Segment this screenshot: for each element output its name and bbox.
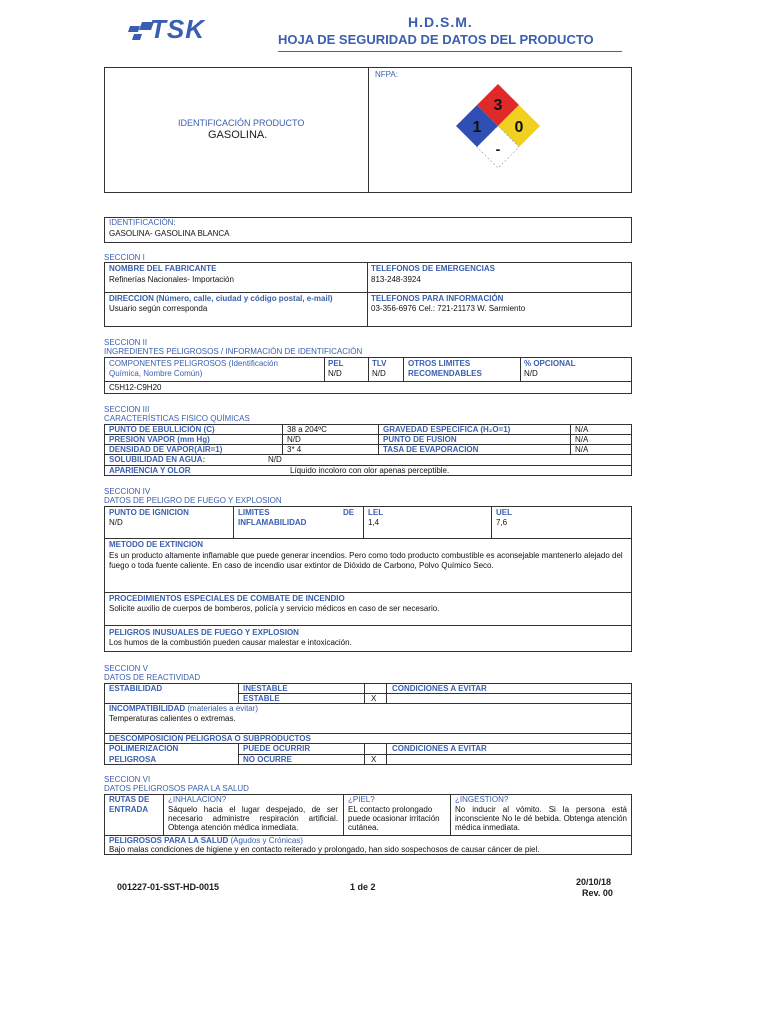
title-rule (278, 51, 622, 52)
ident-product-label: IDENTIFICACIÓN PRODUCTO (178, 118, 305, 128)
section-1-title: SECCION I (104, 253, 145, 262)
firefighting-text: Solicite auxilio de cuerpos de bomberos, policía y servicio médicos en caso de ser necesario. (109, 604, 440, 613)
ident-divider (368, 67, 369, 193)
section-2-title: SECCION II (104, 338, 148, 347)
section-4-subtitle: DATOS DE PELIGRO DE FUEGO Y EXPLOSION (104, 496, 282, 505)
appearance-value: Líquido incoloro con olor apenas perceptible. (290, 466, 450, 475)
address-value: Usuario según corresponda (109, 304, 208, 313)
s4-col-1 (233, 506, 234, 538)
identification-label: IDENTIFICACIÓN: (109, 218, 176, 227)
skin-text: EL contacto prolongado puede ocasionar irritación cutánea. (348, 805, 440, 832)
manufacturer-label: NOMBRE DEL FABRICANTE (109, 264, 217, 273)
decomposition-label: DESCOMPOSICION PELIGROSA O SUBPRODUCTOS (109, 734, 311, 743)
melting-point-value: N/A (575, 435, 589, 444)
lel-label: LEL (368, 508, 384, 517)
incompatibility-label-main: INCOMPATIBILIDAD (109, 704, 186, 713)
document-code: 001227-01-SST-HD-0015 (117, 882, 220, 892)
polymerization-label: POLIMERIZACION (109, 744, 179, 753)
s5-col-4 (238, 743, 239, 765)
ingestion-label: ¿INGESTION? (455, 795, 509, 804)
stable-checkmark: X (371, 694, 377, 703)
vapor-density-value: 3* 4 (287, 445, 302, 454)
hazardous-label: PELIGROSA (109, 755, 157, 764)
s5-col-5 (364, 743, 365, 765)
s5-col-6 (386, 743, 387, 765)
info-phone-value: 03-356-6976 Cel.: 721-21173 W. Sarmiento (371, 304, 526, 313)
boiling-point-label: PUNTO DE EBULLICIÓN (C) (109, 425, 215, 434)
uel-label: UEL (496, 508, 512, 517)
other-limits-label: OTROS LIMITES (408, 359, 471, 368)
s5-row-1 (238, 693, 632, 694)
section-5-box (104, 683, 632, 765)
flash-point-value: N/D (109, 518, 123, 527)
address-label: DIRECCION (Número, calle, ciudad y código postal, e-mail) (109, 294, 333, 303)
optional-value: N/D (524, 369, 538, 378)
specific-gravity-label: GRAVEDAD ESPECIFICA (H₂O=1) (383, 425, 511, 434)
document-date: 20/10/18 (576, 877, 612, 887)
health-hazards-label (109, 836, 303, 845)
s6-col-2 (343, 794, 344, 835)
melting-point-label: PUNTO DE FUSION (383, 435, 457, 444)
page-title: HOJA DE SEGURIDAD DE DATOS DEL PRODUCTO (278, 32, 594, 47)
section-5-subtitle: DATOS DE REACTIVIDAD (104, 673, 201, 682)
evaporation-rate-label: TASA DE EVAPORACION (383, 445, 479, 454)
pel-value: N/D (328, 369, 342, 378)
logo-text: TSK (150, 14, 205, 44)
ingestion-text: No inducir al vómito. Si la persona está inconsciente No le dé bebida. Obtenga atención médica inmediata. (455, 805, 627, 832)
unusual-hazards-text: Los humos de la combustión pueden causar malestar e intoxicación. (109, 638, 352, 647)
nfpa-label: NFPA: (375, 70, 398, 79)
water-solubility-value: N/D (268, 455, 282, 464)
flammability-limits-label: LIMITES (238, 508, 270, 517)
flammability-de-label: DE (343, 508, 355, 517)
other-limits-label-2: RECOMENDABLES (408, 369, 482, 378)
component-formula: C5H12-C9H20 (109, 383, 162, 392)
health-hazards-label-sub: (Agudos y Crónicas) (230, 836, 303, 845)
inhalation-label: ¿INHALACION? (168, 795, 227, 804)
section-6-subtitle: DATOS PELIGROSOS PARA LA SALUD (104, 784, 249, 793)
s5-col-2 (364, 683, 365, 703)
extinction-method-label: METODO DE EXTINCION (109, 540, 204, 549)
flash-point-label: PUNTO DE IGNICION (109, 508, 189, 517)
s3-col-2 (378, 424, 379, 454)
stable-label: ESTABLE (243, 694, 280, 703)
optional-label: % OPCIONAL (524, 359, 576, 368)
evaporation-rate-value: N/A (575, 445, 589, 454)
section-2-subtitle: INGREDIENTES PELIGROSOS / INFORMACIÓN DE IDENTIFICACIÓN (104, 347, 363, 356)
nfpa-special-value: - (495, 141, 501, 157)
section-3-title: SECCION III (104, 405, 150, 414)
section-5-title: SECCION V (104, 664, 149, 673)
manufacturer-value: Refinerías Nacionales- Importación (109, 275, 234, 284)
vapor-density-label: DENSIDAD DE VAPOR(AIR=1) (109, 445, 223, 454)
emergency-phone-value: 813-248-3924 (371, 275, 421, 284)
lel-value: 1,4 (368, 518, 380, 527)
conditions-avoid-label-2: CONDICIONES A EVITAR (392, 744, 487, 753)
s5-col-1 (238, 683, 239, 703)
nfpa-diamond-icon (452, 82, 544, 174)
tlv-label: TLV (372, 359, 387, 368)
identification-value: GASOLINA- GASOLINA BLANCA (109, 229, 230, 238)
incompatibility-value: Temperaturas calientes o extremas. (109, 714, 236, 723)
section-4-title: SECCION IV (104, 487, 151, 496)
components-label-2: Química, Nombre Común) (109, 369, 203, 378)
section-1-vdivider (367, 262, 368, 327)
hdsm-label: H.D.S.M. (408, 14, 473, 30)
conditions-avoid-label: CONDICIONES A EVITAR (392, 684, 487, 693)
tlv-value: N/D (372, 369, 386, 378)
incompatibility-label (109, 704, 258, 713)
will-not-occur-checkmark: X (371, 755, 377, 764)
s5-row-4 (104, 743, 632, 744)
flammability-limits-label-2: INFLAMABILIDAD (238, 518, 307, 527)
water-solubility-label: SOLUBILIDAD EN AGUA: (109, 455, 206, 464)
section-3-subtitle: CARACTERÍSTICAS FISICO QUÍMICAS (104, 414, 250, 423)
extinction-method-text: Es un producto altamente inflamable que puede generar incendios. Pero como todo producto combustible es aconsejable mantenerlo alejado del fuego o toda fuente caliente. En caso de incendio usar extintor de Dióxido de Carbono, Polvo Químico Seco. (109, 551, 623, 570)
s5-col-3 (386, 683, 387, 703)
s3-col-1 (282, 424, 283, 454)
pel-label: PEL (328, 359, 344, 368)
components-label: COMPONENTES PELIGROSOS (Identificación (109, 359, 278, 368)
nfpa-health-value: 1 (472, 119, 482, 136)
section-1-divider (104, 292, 632, 293)
vapor-pressure-label: PRESION VAPOR (mm Hg) (109, 435, 210, 444)
s2-col-3 (403, 357, 404, 381)
entry-routes-label-2: ENTRADA (109, 805, 149, 814)
product-name: GASOLINA. (208, 129, 268, 141)
nfpa-reactivity-value: 0 (514, 119, 524, 136)
may-occur-label: PUEDE OCURRIR (243, 744, 311, 753)
firefighting-label: PROCEDIMIENTOS ESPECIALES DE COMBATE DE INCENDIO (109, 594, 345, 603)
will-not-occur-label: NO OCURRE (243, 755, 292, 764)
uel-value: 7,6 (496, 518, 508, 527)
inhalation-text: Sáquelo hacia el lugar despejado, de ser necesario administre respiración artificial. Obtenga atención médica inmediata. (168, 805, 338, 832)
info-phone-label: TELEFONOS PARA INFORMACIÓN (371, 294, 504, 303)
document-revision: Rev. 00 (582, 888, 613, 898)
incompatibility-label-sub: (materiales a evitar) (187, 704, 259, 713)
unstable-label: INESTABLE (243, 684, 288, 693)
emergency-phone-label: TELEFONOS DE EMERGENCIAS (371, 264, 496, 273)
s2-col-2 (368, 357, 369, 381)
specific-gravity-value: N/A (575, 425, 589, 434)
s5-row-5 (238, 754, 632, 755)
s4-col-3 (491, 506, 492, 538)
section-2-divider (104, 381, 632, 382)
unusual-hazards-label: PELIGROS INUSUALES DE FUEGO Y EXPLOSION (109, 628, 299, 637)
stability-label: ESTABILIDAD (109, 684, 163, 693)
s4-row-1 (104, 538, 632, 539)
nfpa-flammability-value: 3 (493, 97, 503, 114)
health-hazards-label-main: PELIGROSOS PARA LA SALUD (109, 836, 229, 845)
boiling-point-value: 38 a 204ºC (287, 425, 327, 434)
section-6-title: SECCION VI (104, 775, 151, 784)
appearance-label: APARIENCIA Y OLOR (109, 466, 191, 475)
entry-routes-label: RUTAS DE (109, 795, 150, 804)
s2-col-4 (520, 357, 521, 381)
skin-label: ¿PIEL? (348, 795, 375, 804)
s2-col-1 (324, 357, 325, 381)
health-hazards-text: Bajo malas condiciones de higiene y en contacto reiterado y prolongado, han sido sospechosos de causar cáncer de piel. (109, 845, 540, 854)
s4-col-2 (363, 506, 364, 538)
vapor-pressure-value: N/D (287, 435, 301, 444)
s3-col-3 (570, 424, 571, 454)
s6-col-3 (450, 794, 451, 835)
page-number: 1 de 2 (350, 882, 376, 892)
s4-row-3 (104, 625, 632, 626)
s6-col-1 (163, 794, 164, 835)
s4-row-2 (104, 592, 632, 593)
company-logo (126, 14, 236, 44)
